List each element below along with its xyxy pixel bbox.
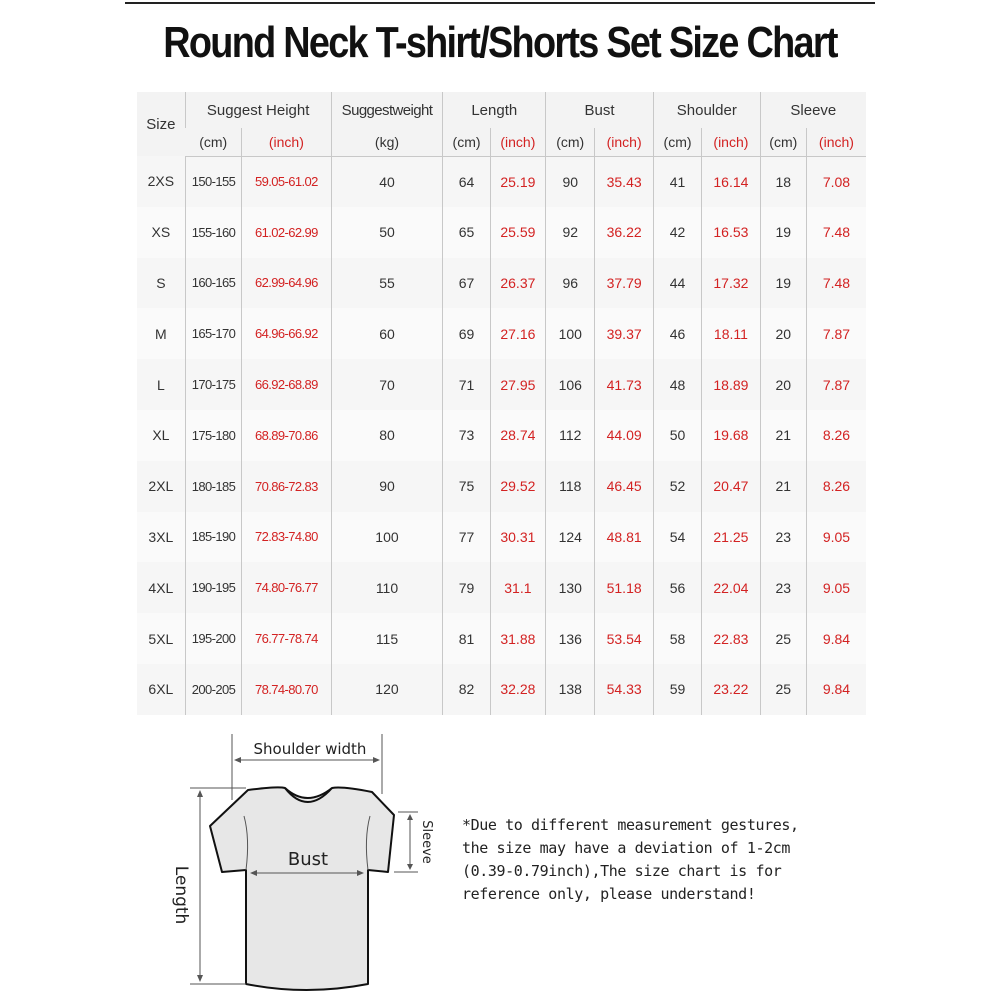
cell-length-in: 31.1 — [490, 562, 545, 613]
cell-height-cm: 175-180 — [185, 410, 241, 461]
table-header-row — [137, 92, 866, 128]
cell-length-cm: 64 — [443, 156, 490, 207]
cell-bust-cm: 92 — [546, 207, 595, 258]
cell-height-in: 78.74-80.70 — [242, 664, 331, 715]
cell-weight: 90 — [331, 461, 443, 512]
cell-sleeve-cm: 23 — [760, 512, 806, 563]
cell-shoulder-in: 18.89 — [702, 359, 761, 410]
cell-sleeve-in: 7.48 — [806, 207, 866, 258]
cell-shoulder-cm: 54 — [653, 512, 701, 563]
cell-height-in: 70.86-72.83 — [242, 461, 331, 512]
cell-bust-in: 44.09 — [595, 410, 654, 461]
cell-sleeve-cm: 21 — [760, 410, 806, 461]
cell-bust-in: 37.79 — [595, 258, 654, 309]
cell-weight: 55 — [331, 258, 443, 309]
header-shoulder: Shoulder — [653, 92, 760, 128]
header-weight: Suggestweight — [331, 92, 443, 128]
page-title: Round Neck T-shirt/Shorts Set Size Chart — [163, 18, 837, 67]
table-row — [137, 308, 866, 359]
cell-weight: 110 — [331, 562, 443, 613]
cell-length-cm: 69 — [443, 308, 490, 359]
cell-shoulder-cm: 52 — [653, 461, 701, 512]
cell-shoulder-in: 22.04 — [702, 562, 761, 613]
unit-inch: (inch) — [242, 128, 331, 156]
header-sleeve: Sleeve — [760, 92, 866, 128]
cell-sleeve-in: 9.05 — [806, 562, 866, 613]
cell-shoulder-in: 23.22 — [702, 664, 761, 715]
cell-weight: 60 — [331, 308, 443, 359]
cell-bust-in: 46.45 — [595, 461, 654, 512]
cell-height-in: 68.89-70.86 — [242, 410, 331, 461]
cell-sleeve-cm: 18 — [760, 156, 806, 207]
cell-sleeve-in: 7.87 — [806, 359, 866, 410]
cell-sleeve-in: 8.26 — [806, 461, 866, 512]
length-label: Length — [171, 865, 191, 925]
unit-cm: (cm) — [185, 128, 241, 156]
cell-length-in: 28.74 — [490, 410, 545, 461]
note-line: *Due to different measurement gestures, — [462, 816, 799, 834]
cell-bust-in: 51.18 — [595, 562, 654, 613]
bust-label: Bust — [287, 849, 329, 870]
table-row — [137, 156, 866, 207]
cell-bust-cm: 106 — [546, 359, 595, 410]
cell-length-in: 32.28 — [490, 664, 545, 715]
cell-sleeve-in: 9.84 — [806, 613, 866, 664]
unit-kg: (kg) — [331, 128, 443, 156]
cell-sleeve-cm: 19 — [760, 207, 806, 258]
cell-size: 3XL — [137, 512, 185, 563]
cell-shoulder-cm: 56 — [653, 562, 701, 613]
table-row — [137, 410, 866, 461]
cell-weight: 70 — [331, 359, 443, 410]
cell-bust-cm: 138 — [546, 664, 595, 715]
cell-shoulder-in: 19.68 — [702, 410, 761, 461]
cell-height-cm: 160-165 — [185, 258, 241, 309]
cell-bust-in: 39.37 — [595, 308, 654, 359]
cell-size: L — [137, 359, 185, 410]
cell-sleeve-in: 8.26 — [806, 410, 866, 461]
cell-bust-cm: 136 — [546, 613, 595, 664]
cell-length-cm: 65 — [443, 207, 490, 258]
cell-sleeve-cm: 21 — [760, 461, 806, 512]
unit-inch: (inch) — [806, 128, 866, 156]
cell-length-cm: 73 — [443, 410, 490, 461]
cell-length-cm: 81 — [443, 613, 490, 664]
cell-bust-cm: 124 — [546, 512, 595, 563]
cell-height-in: 66.92-68.89 — [242, 359, 331, 410]
header-size: Size — [137, 92, 185, 156]
cell-shoulder-in: 21.25 — [702, 512, 761, 563]
cell-sleeve-cm: 20 — [760, 308, 806, 359]
cell-length-cm: 82 — [443, 664, 490, 715]
cell-length-cm: 79 — [443, 562, 490, 613]
cell-size: 2XL — [137, 461, 185, 512]
cell-bust-cm: 100 — [546, 308, 595, 359]
cell-height-cm: 180-185 — [185, 461, 241, 512]
cell-bust-in: 54.33 — [595, 664, 654, 715]
cell-height-in: 76.77-78.74 — [242, 613, 331, 664]
cell-bust-in: 48.81 — [595, 512, 654, 563]
cell-weight: 50 — [331, 207, 443, 258]
cell-height-cm: 150-155 — [185, 156, 241, 207]
cell-sleeve-in: 7.48 — [806, 258, 866, 309]
cell-shoulder-in: 22.83 — [702, 613, 761, 664]
cell-length-in: 29.52 — [490, 461, 545, 512]
cell-shoulder-cm: 41 — [653, 156, 701, 207]
table-row — [137, 207, 866, 258]
cell-height-cm: 165-170 — [185, 308, 241, 359]
cell-sleeve-in: 7.87 — [806, 308, 866, 359]
cell-length-in: 30.31 — [490, 512, 545, 563]
cell-length-cm: 71 — [443, 359, 490, 410]
cell-sleeve-cm: 19 — [760, 258, 806, 309]
cell-sleeve-cm: 25 — [760, 664, 806, 715]
cell-shoulder-cm: 46 — [653, 308, 701, 359]
table-units-row — [137, 128, 866, 156]
cell-bust-in: 41.73 — [595, 359, 654, 410]
cell-bust-in: 35.43 — [595, 156, 654, 207]
cell-height-cm: 200-205 — [185, 664, 241, 715]
cell-shoulder-in: 20.47 — [702, 461, 761, 512]
cell-height-cm: 195-200 — [185, 613, 241, 664]
cell-length-cm: 77 — [443, 512, 490, 563]
cell-bust-in: 36.22 — [595, 207, 654, 258]
cell-length-in: 27.16 — [490, 308, 545, 359]
cell-height-cm: 190-195 — [185, 562, 241, 613]
header-length: Length — [443, 92, 546, 128]
table-row — [137, 512, 866, 563]
cell-sleeve-cm: 25 — [760, 613, 806, 664]
cell-bust-cm: 96 — [546, 258, 595, 309]
table-row — [137, 359, 866, 410]
shoulder-width-label: Shoulder width — [253, 740, 367, 758]
unit-inch: (inch) — [702, 128, 761, 156]
cell-height-in: 72.83-74.80 — [242, 512, 331, 563]
cell-shoulder-cm: 50 — [653, 410, 701, 461]
cell-weight: 100 — [331, 512, 443, 563]
unit-cm: (cm) — [546, 128, 595, 156]
cell-size: M — [137, 308, 185, 359]
cell-size: S — [137, 258, 185, 309]
table-row — [137, 613, 866, 664]
cell-height-in: 62.99-64.96 — [242, 258, 331, 309]
cell-length-in: 25.19 — [490, 156, 545, 207]
cell-shoulder-cm: 44 — [653, 258, 701, 309]
table-row — [137, 461, 866, 512]
sleeve-label: Sleeve — [419, 820, 434, 864]
cell-size: XS — [137, 207, 185, 258]
cell-sleeve-in: 7.08 — [806, 156, 866, 207]
cell-sleeve-in: 9.05 — [806, 512, 866, 563]
header-height: Suggest Height — [185, 92, 331, 128]
cell-weight: 80 — [331, 410, 443, 461]
cell-length-in: 26.37 — [490, 258, 545, 309]
cell-weight: 120 — [331, 664, 443, 715]
cell-bust-cm: 130 — [546, 562, 595, 613]
size-chart-table — [137, 92, 866, 715]
cell-shoulder-in: 17.32 — [702, 258, 761, 309]
cell-shoulder-cm: 48 — [653, 359, 701, 410]
cell-bust-cm: 90 — [546, 156, 595, 207]
cell-height-in: 64.96-66.92 — [242, 308, 331, 359]
cell-weight: 40 — [331, 156, 443, 207]
note-line: the size may have a deviation of 1-2cm — [462, 839, 790, 857]
cell-shoulder-in: 16.14 — [702, 156, 761, 207]
cell-height-cm: 155-160 — [185, 207, 241, 258]
unit-cm: (cm) — [760, 128, 806, 156]
cell-bust-cm: 112 — [546, 410, 595, 461]
cell-size: 6XL — [137, 664, 185, 715]
unit-inch: (inch) — [595, 128, 654, 156]
tshirt-measurement-icon — [160, 720, 450, 1000]
cell-size: 5XL — [137, 613, 185, 664]
cell-weight: 115 — [331, 613, 443, 664]
table-row — [137, 562, 866, 613]
cell-height-in: 74.80-76.77 — [242, 562, 331, 613]
unit-cm: (cm) — [443, 128, 490, 156]
cell-size: 2XS — [137, 156, 185, 207]
cell-height-cm: 185-190 — [185, 512, 241, 563]
cell-shoulder-in: 18.11 — [702, 308, 761, 359]
note-line: (0.39-0.79inch),The size chart is for — [462, 862, 782, 880]
cell-shoulder-cm: 59 — [653, 664, 701, 715]
cell-shoulder-in: 16.53 — [702, 207, 761, 258]
cell-length-cm: 75 — [443, 461, 490, 512]
cell-height-in: 59.05-61.02 — [242, 156, 331, 207]
table-row — [137, 664, 866, 715]
cell-height-cm: 170-175 — [185, 359, 241, 410]
cell-length-cm: 67 — [443, 258, 490, 309]
cell-bust-in: 53.54 — [595, 613, 654, 664]
note-line: reference only, please understand! — [462, 885, 756, 903]
table-body — [137, 156, 866, 715]
unit-cm: (cm) — [653, 128, 701, 156]
cell-length-in: 31.88 — [490, 613, 545, 664]
cell-sleeve-cm: 20 — [760, 359, 806, 410]
top-divider — [125, 2, 875, 4]
measurement-note — [462, 814, 862, 906]
cell-sleeve-in: 9.84 — [806, 664, 866, 715]
cell-shoulder-cm: 58 — [653, 613, 701, 664]
unit-inch: (inch) — [490, 128, 545, 156]
cell-size: XL — [137, 410, 185, 461]
cell-sleeve-cm: 23 — [760, 562, 806, 613]
cell-length-in: 25.59 — [490, 207, 545, 258]
cell-height-in: 61.02-62.99 — [242, 207, 331, 258]
header-bust: Bust — [546, 92, 654, 128]
cell-length-in: 27.95 — [490, 359, 545, 410]
cell-bust-cm: 118 — [546, 461, 595, 512]
cell-size: 4XL — [137, 562, 185, 613]
cell-shoulder-cm: 42 — [653, 207, 701, 258]
table-row — [137, 258, 866, 309]
